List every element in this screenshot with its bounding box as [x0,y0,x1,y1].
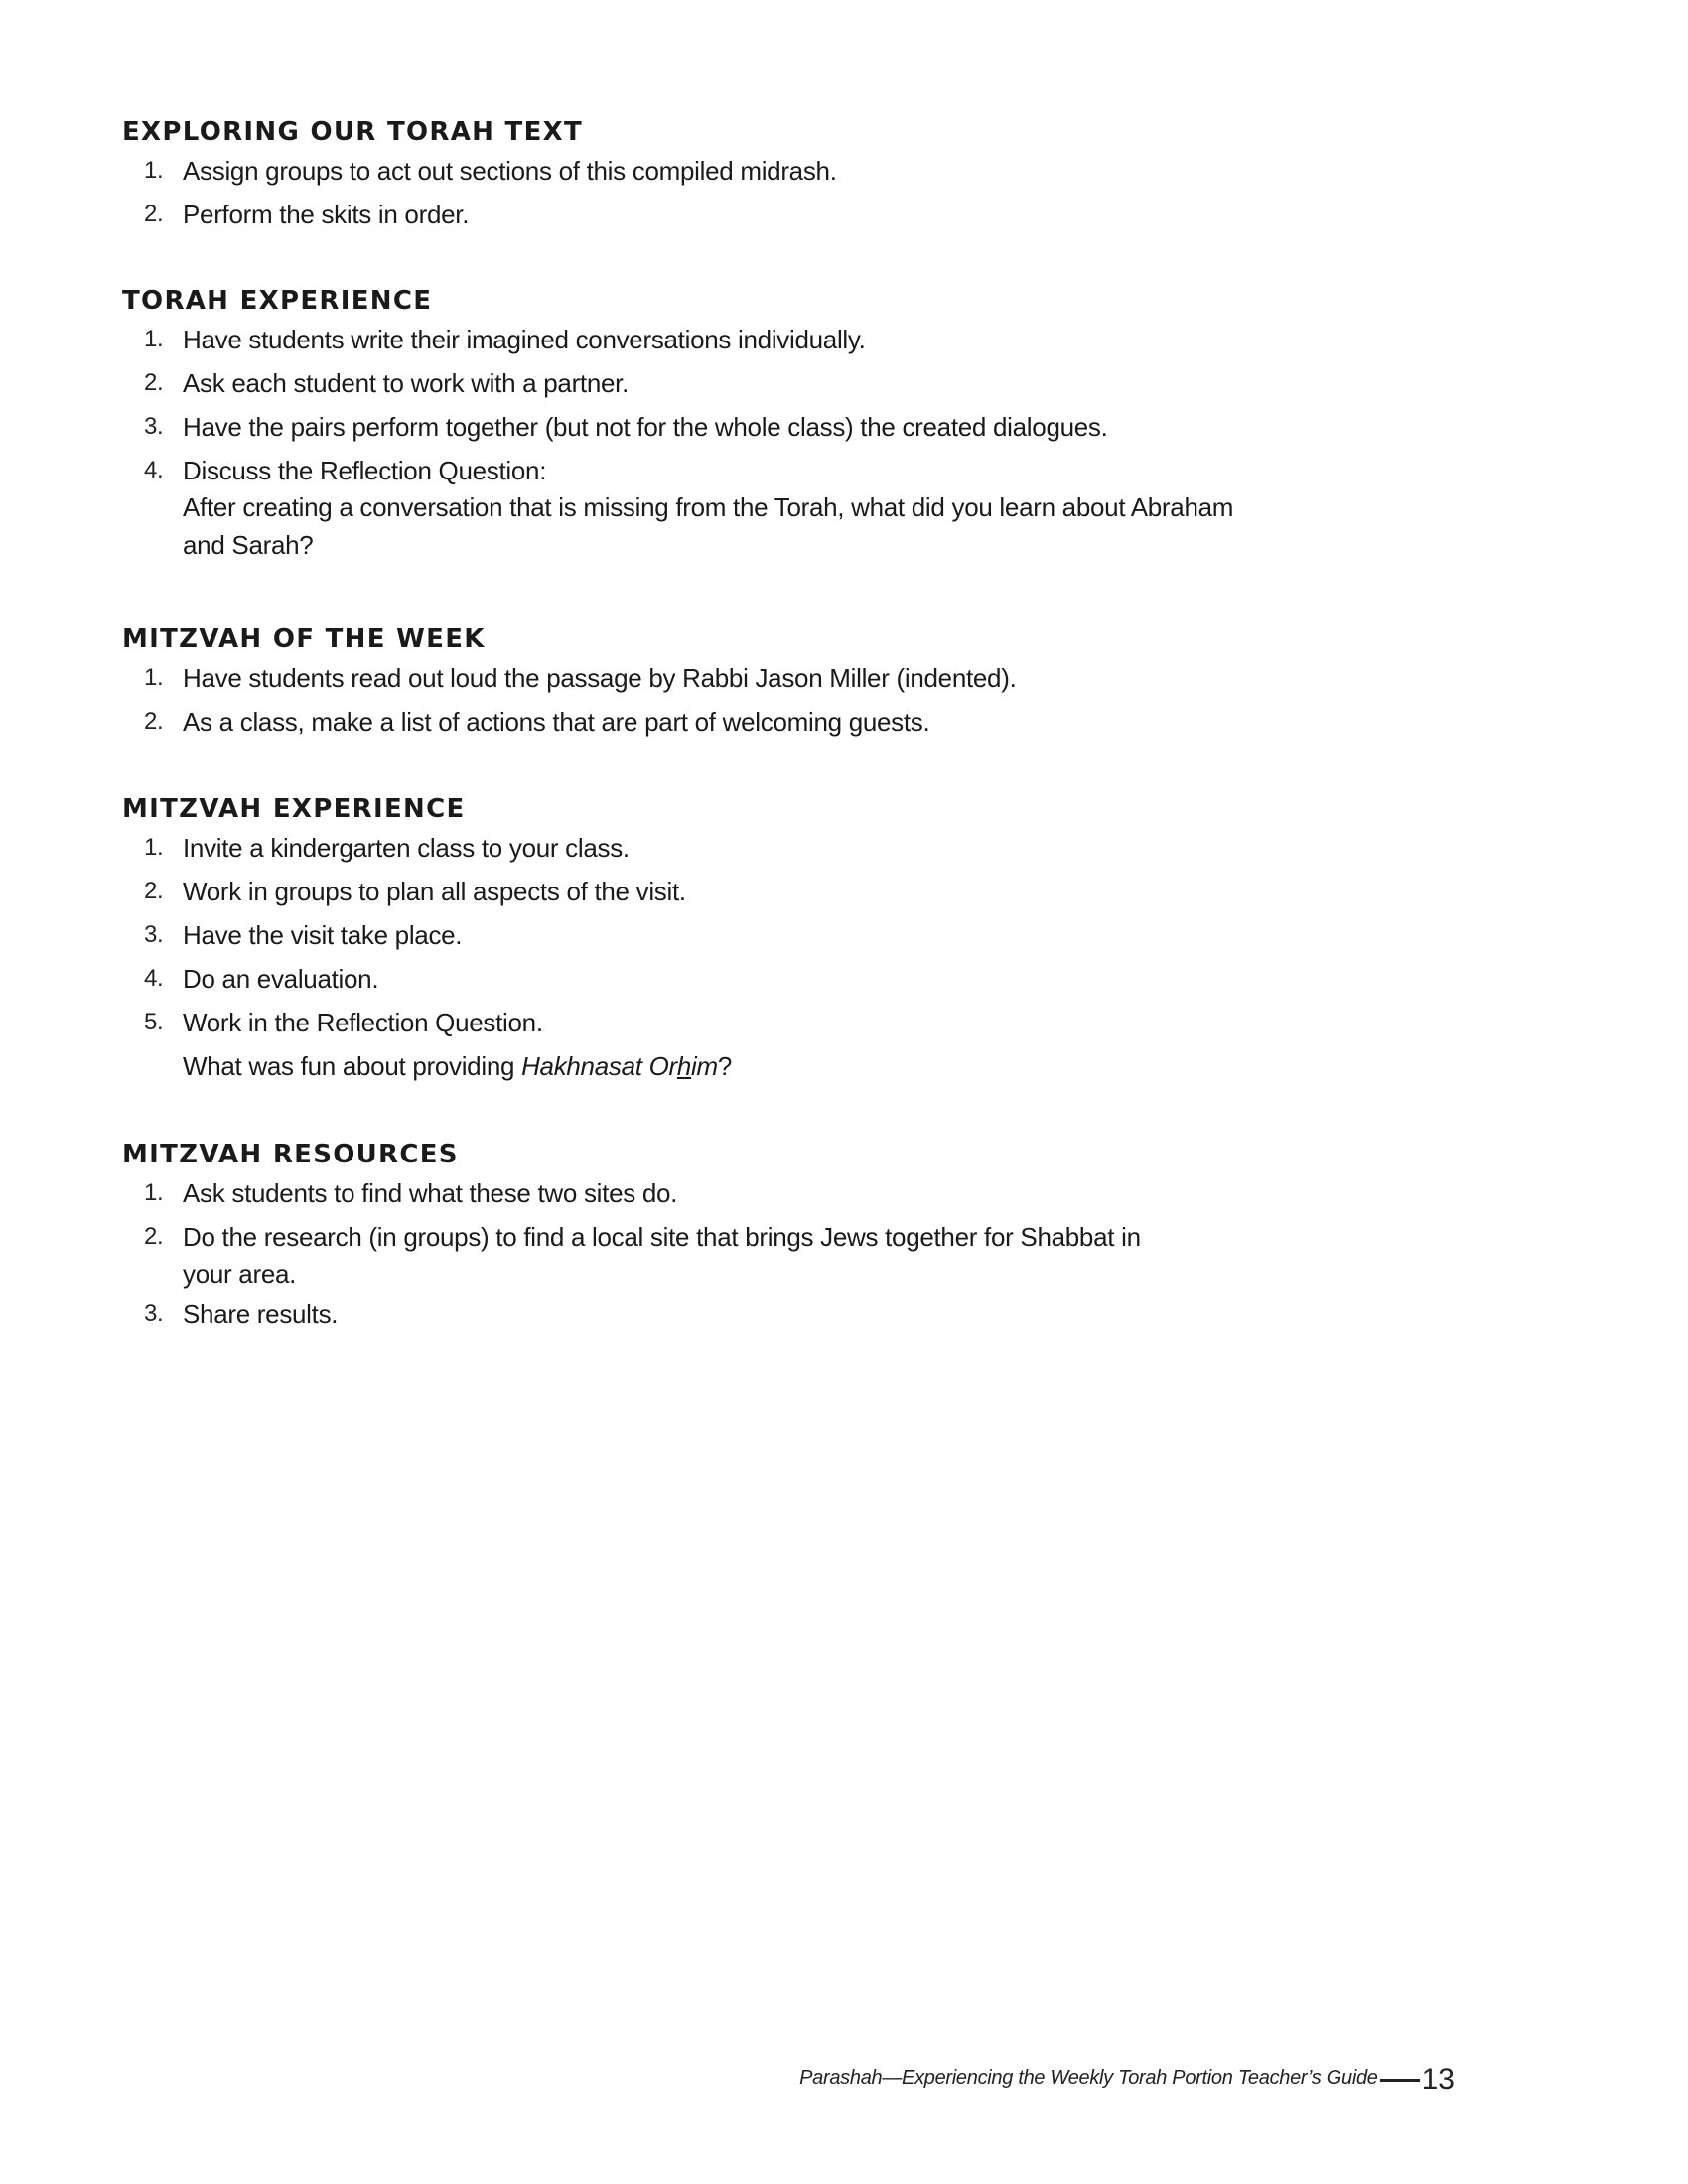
list-item [122,1293,1254,1336]
list-item [122,1215,1254,1293]
item-text: Invite a kindergarten class to your class. [183,833,630,863]
section-heading: MITZVAH OF THE WEEK [122,624,486,654]
list-item [122,193,1254,236]
hebrew-term-underlined-letter: h [676,1051,692,1081]
item-text: Have students write their imagined conversations individually. [183,325,866,354]
hebrew-term-part: Hakhnasat Or [521,1051,677,1081]
item-text-continued: your area. [183,1259,297,1289]
hebrew-term [521,1051,718,1081]
item-number: 1. [144,664,164,691]
item-number: 3. [144,921,164,948]
reflection-text: What was fun about providing [183,1051,522,1081]
page-footer [695,2063,1455,2097]
instruction-list [122,318,1254,564]
reflection-question: After creating a conversation that is missing from the Torah, what did you learn about Abraham and Sarah? [183,492,1234,560]
instruction-list [122,656,1254,744]
list-item [122,318,1254,361]
footer-title: Parashah—Experiencing the Weekly Torah Portion Teacher’s Guide [799,2067,1378,2090]
item-text: Have the visit take place. [183,920,463,950]
section-heading: TORAH EXPERIENCE [122,286,433,316]
item-text: Do an evaluation. [183,964,379,994]
list-item [122,361,1254,405]
item-text: Have students read out loud the passage by Rabbi Jason Miller (indented). [183,663,1017,693]
list-item [122,405,1254,449]
section-heading: MITZVAH EXPERIENCE [122,794,466,824]
item-text: Work in groups to plan all aspects of the visit. [183,877,686,906]
section-heading: MITZVAH RESOURCES [122,1140,459,1169]
reflection-text: ? [717,1051,733,1081]
item-text: Discuss the Reflection Question: [183,456,547,485]
item-number: 2. [144,708,164,735]
item-number: 4. [144,965,164,992]
item-text: Ask each student to work with a partner. [183,368,630,398]
hebrew-term-part: im [691,1051,718,1081]
item-number: 5. [144,1009,164,1035]
item-number: 1. [144,326,164,352]
section-heading: EXPLORING OUR TORAH TEXT [122,117,584,147]
list-item [122,1171,1254,1215]
item-text: Assign groups to act out sections of this compiled midrash. [183,156,837,186]
item-number: 4. [144,457,164,483]
item-number: 2. [144,201,164,227]
item-number: 2. [144,878,164,904]
item-number: 1. [144,157,164,184]
instruction-list [122,826,1254,1088]
item-text: As a class, make a list of actions that are part of welcoming guests. [183,707,930,737]
section-exploring-torah-text [122,115,1254,236]
list-item [122,913,1254,957]
list-item [122,1001,1254,1088]
item-number: 1. [144,1179,164,1206]
item-text: Share results. [183,1299,339,1329]
list-item [122,449,1254,564]
item-text: Perform the skits in order. [183,200,470,229]
section-mitzvah-experience [122,792,1254,1088]
list-item [122,149,1254,193]
list-item [122,656,1254,700]
item-number: 2. [144,1223,164,1250]
list-item [122,957,1254,1001]
item-number: 3. [144,413,164,440]
section-torah-experience [122,284,1254,564]
instruction-list [122,149,1254,236]
instruction-list [122,1171,1254,1336]
footer-dash [1380,2079,1420,2082]
item-text: Ask students to find what these two sites do. [183,1178,678,1208]
section-mitzvah-of-the-week [122,622,1254,744]
list-item [122,826,1254,870]
item-number: 1. [144,834,164,861]
item-text: Do the research (in groups) to find a local site that brings Jews together for Shabbat in [183,1222,1141,1252]
item-text: Work in the Reflection Question. [183,1008,543,1037]
page-number: 13 [1421,2063,1455,2096]
list-item [122,700,1254,744]
list-item [122,870,1254,913]
item-number: 3. [144,1300,164,1327]
item-number: 2. [144,369,164,396]
item-text: Have the pairs perform together (but not for the whole class) the created dialogues. [183,412,1108,442]
reflection-question [183,1044,1254,1088]
section-mitzvah-resources [122,1138,1254,1336]
